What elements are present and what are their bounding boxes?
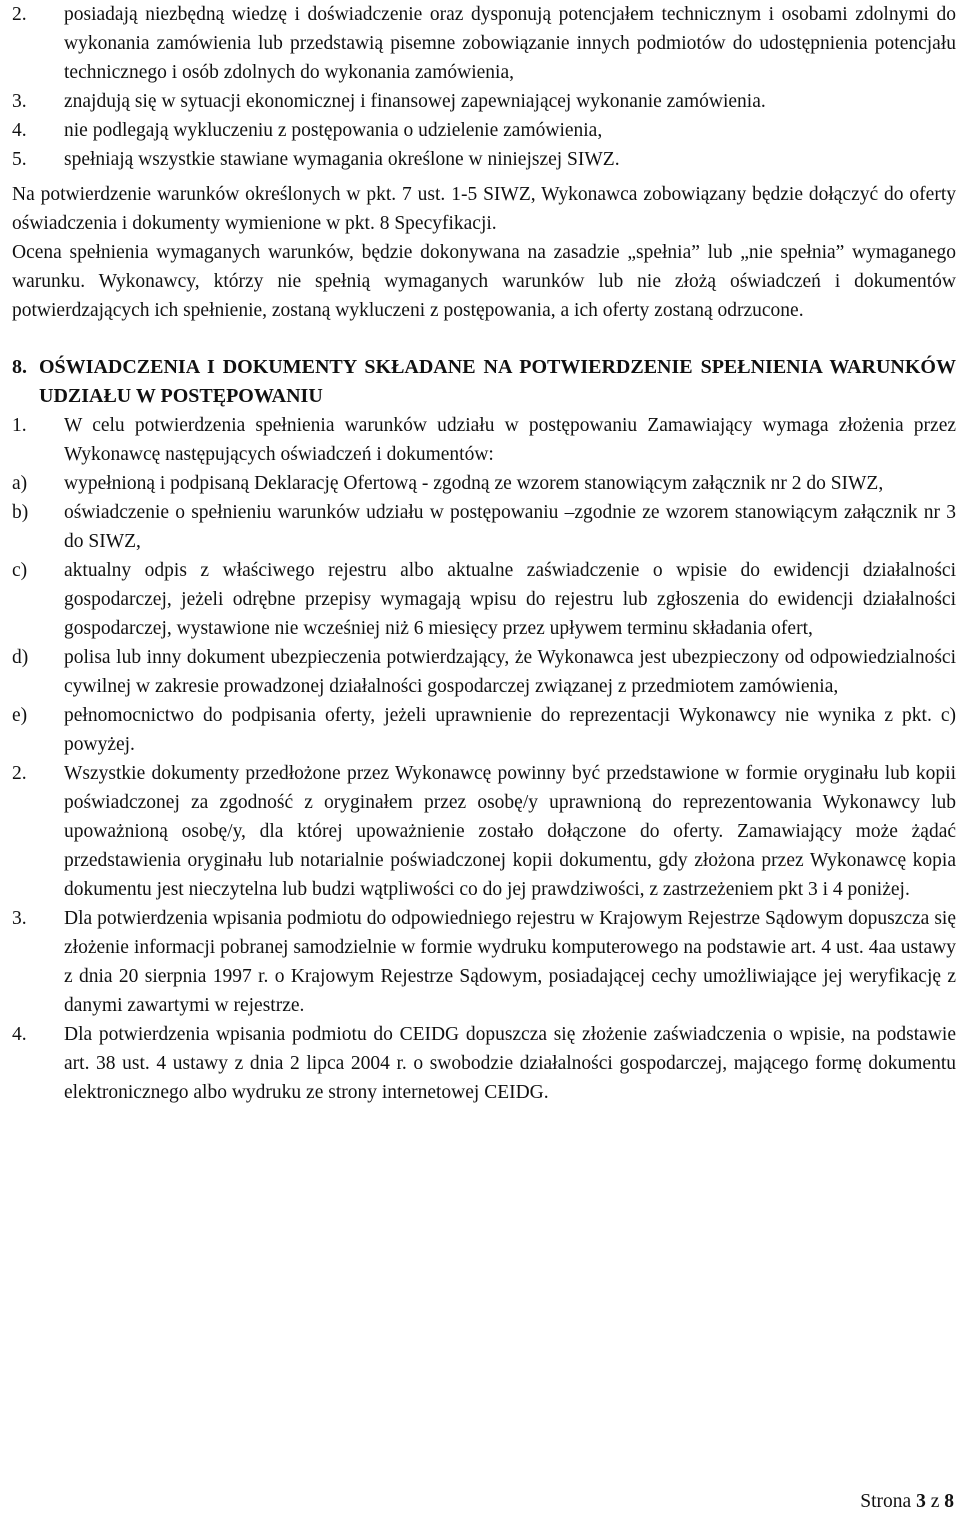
- list-item-text: posiadają niezbędną wiedzę i doświadczenie oraz dysponują potencjałem technicznym i osobami zdolnymi do wykonania zamówienia lub przedstawią pisemne zobowiązanie innych podmiotów do udostępnienia potencjału technicznego i osób zdolnych do wykonania zamówienia,: [64, 4, 956, 83]
- letter-item-marker: c): [12, 560, 28, 581]
- confirmation-paragraph: Na potwierdzenie warunków określonych w pkt. 7 ust. 1-5 SIWZ, Wykonawca zobowiązany będzie dołączyć do oferty oświadczenia i dokumenty wymienione w pkt. 8 Specyfikacji.: [12, 184, 956, 234]
- letter-item-text: oświadczenie o spełnieniu warunków udziału w postępowaniu –zgodnie ze wzorem stanowiącym załącznik nr 3 do SIWZ,: [64, 502, 956, 552]
- list-item-number: 2.: [12, 763, 27, 784]
- letter-item: [12, 469, 956, 498]
- letter-item-text: pełnomocnictwo do podpisania oferty, jeżeli uprawnienie do reprezentacji Wykonawcy nie wynika z pkt. c) powyżej.: [64, 705, 956, 755]
- page-content: [12, 0, 956, 1107]
- letter-item-marker: a): [12, 473, 28, 494]
- section8-list: [12, 759, 956, 1107]
- letter-item: [12, 643, 956, 701]
- footer-page-total: 8: [944, 1491, 954, 1512]
- letter-item-marker: d): [12, 647, 29, 668]
- list-item: [12, 87, 956, 116]
- letter-item-text: aktualny odpis z właściwego rejestru albo aktualne zaświadczenie o wpisie do ewidencji działalności gospodarczej, jeżeli odrębne przepisy wymagają wpisu do rejestru lub zgłoszenia do ewidencji działalności gospodarczej, wystawione nie wcześniej niż 6 miesięcy przez upływem terminu składania ofert,: [64, 560, 956, 639]
- list-item-number: 1.: [12, 415, 27, 436]
- footer-separator: z: [930, 1491, 940, 1512]
- list-item: [12, 145, 956, 174]
- list-item-number: 3.: [12, 908, 27, 929]
- list-item-text: znajdują się w sytuacji ekonomicznej i finansowej zapewniającej wykonanie zamówienia.: [64, 91, 766, 112]
- letter-item-marker: e): [12, 705, 28, 726]
- list-item-text: Wszystkie dokumenty przedłożone przez Wykonawcę powinny być przedstawione w formie oryginału lub kopii poświadczonej za zgodność z oryginałem przez osobę/y uprawnioną do reprezentowania Wykonawcy lub upoważnioną osobę/y, dla której upoważnienie zostało dołączone do oferty. Zamawiający może żądać przedstawienia oryginału lub notarialnie poświadczonej kopii dokumentu, gdy złożona przez Wykonawcę kopia dokumentu jest nieczytelna lub budzi wątpliwości co do jej prawdziwości, z zastrzeżeniem pkt 3 i 4 poniżej.: [64, 763, 956, 900]
- list-item-number: 5.: [12, 149, 27, 170]
- list-item: [12, 904, 956, 1020]
- letter-item-text: polisa lub inny dokument ubezpieczenia potwierdzający, że Wykonawca jest ubezpieczony od odpowiedzialności cywilnej w zakresie prowadzonej działalności gospodarczej związanej z przedmiotem zamówienia,: [64, 647, 956, 697]
- list-item-number: 4.: [12, 1024, 27, 1045]
- section-number: 8.: [12, 356, 27, 378]
- list-item: [12, 0, 956, 87]
- conditions-list: [12, 0, 956, 174]
- list-item-text: nie podlegają wykluczeniu z postępowania o udzielenie zamówienia,: [64, 120, 603, 141]
- page-footer: [860, 1490, 954, 1514]
- letter-item-marker: b): [12, 502, 29, 523]
- letter-item: [12, 556, 956, 643]
- section-heading: [12, 353, 956, 411]
- list-item-text: Dla potwierdzenia wpisania podmiotu do odpowiedniego rejestru w Krajowym Rejestrze Sądowym dopuszcza się złożenie informacji pobranej samodzielnie w formie wydruku komputerowego na podstawie art. 4 ust. 4aa ustawy z dnia 20 sierpnia 1997 r. o Krajowym Rejestrze Sądowym, posiadającej cechy umożliwiające jej weryfikację z danymi zawartymi w rejestrze.: [64, 908, 956, 1016]
- list-item-number: 3.: [12, 91, 27, 112]
- letter-item: [12, 701, 956, 759]
- list-item-text: spełniają wszystkie stawiane wymagania określone w niniejszej SIWZ.: [64, 149, 620, 170]
- list-item-text: Dla potwierdzenia wpisania podmiotu do CEIDG dopuszcza się złożenie zaświadczenia o wpisie, na podstawie art. 38 ust. 4 ustawy z dnia 2 lipca 2004 r. o swobodzie działalności gospodarczej, mającego formę dokumentu elektronicznego albo wydruku ze strony internetowej CEIDG.: [64, 1024, 956, 1103]
- list-item: [12, 1020, 956, 1107]
- list-item-text: W celu potwierdzenia spełnienia warunków udziału w postępowaniu Zamawiający wymaga złożenia przez Wykonawcę następujących oświadczeń i dokumentów:: [64, 415, 956, 465]
- list-item-number: 2.: [12, 4, 27, 25]
- footer-page-number: 3: [916, 1491, 926, 1512]
- section-title: OŚWIADCZENIA I DOKUMENTY SKŁADANE NA POTWIERDZENIE SPEŁNIENIA WARUNKÓW UDZIAŁU W POSTĘPOWANIU: [39, 356, 956, 407]
- list-item: [12, 116, 956, 145]
- footer-prefix: Strona: [860, 1491, 912, 1512]
- list-item-number: 4.: [12, 120, 27, 141]
- documents-letter-list: [12, 469, 956, 759]
- letter-item: [12, 498, 956, 556]
- letter-item-text: wypełnioną i podpisaną Deklarację Ofertową - zgodną ze wzorem stanowiącym załącznik nr 2 do SIWZ,: [64, 473, 884, 494]
- list-item: [12, 759, 956, 904]
- assessment-paragraph: Ocena spełnienia wymaganych warunków, będzie dokonywana na zasadzie „spełnia” lub „nie spełnia” wymaganego warunku. Wykonawcy, którzy nie spełnią wymaganych warunków lub nie złożą oświadczeń i dokumentów potwierdzających ich spełnienie, zostaną wykluczeni z postępowania, a ich oferty zostaną odrzucone.: [12, 242, 956, 321]
- list-item: [12, 411, 956, 469]
